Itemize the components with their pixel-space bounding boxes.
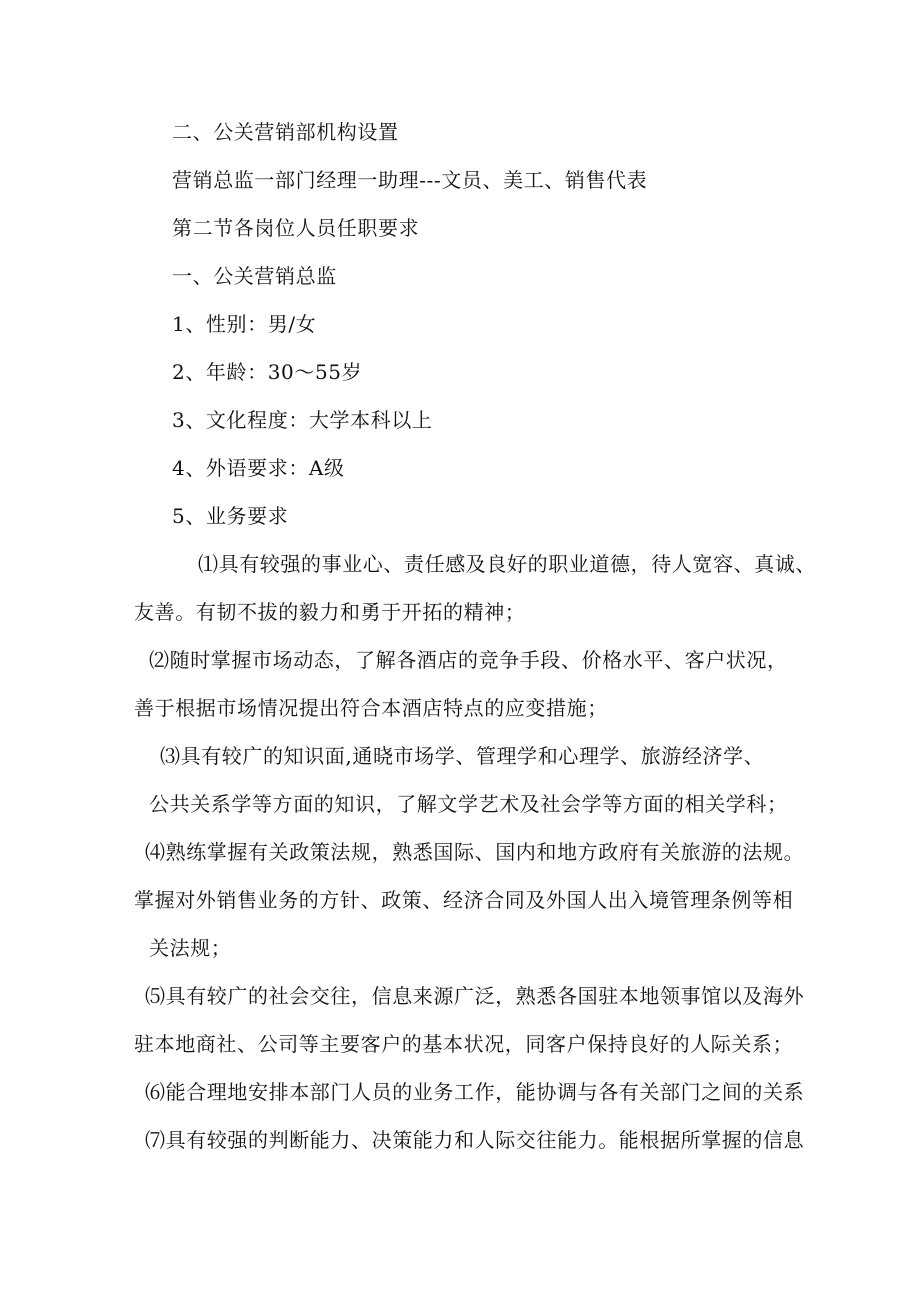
business-item-6-line-1: ⑹能合理地安排本部门人员的业务工作，能协调与各有关部门之间的关系: [145, 1080, 805, 1104]
requirement-language: 4、外语要求：A级: [172, 456, 345, 480]
requirement-education: 3、文化程度：大学本科以上: [172, 408, 433, 432]
business-item-1-line-1: ⑴具有较强的事业心、责任感及良好的职业道德，待人宽容、真诚、: [198, 552, 816, 576]
business-item-2-line-1: ⑵随时掌握市场动态，了解各酒店的竞争手段、价格水平、客户状况，: [149, 648, 788, 672]
section-heading-org-structure: 二、公关营销部机构设置: [172, 120, 399, 144]
business-item-4-line-2: 掌握对外销售业务的方针、政策、经济合同及外国人出入境管理条例等相: [134, 888, 794, 912]
business-item-2-line-2: 善于根据市场情况提出符合本酒店特点的应变措施；: [134, 696, 608, 720]
org-chain-line: 营销总监一部门经理一助理---文员、美工、销售代表: [172, 168, 648, 192]
requirement-business-heading: 5、业务要求: [172, 504, 289, 528]
business-item-5-line-2: 驻本地商社、公司等主要客户的基本状况，同客户保持良好的人际关系；: [134, 1032, 794, 1056]
requirement-gender: 1、性别：男/女: [172, 312, 317, 336]
requirement-age: 2、年龄：30～55岁: [172, 360, 363, 384]
business-item-3-line-2: 公共关系学等方面的知识，了解文学艺术及社会学等方面的相关学科；: [149, 792, 788, 816]
subsection-heading-director: 一、公关营销总监: [172, 264, 337, 288]
business-item-4-line-1: ⑷熟练掌握有关政策法规，熟悉国际、国内和地方政府有关旅游的法规。: [145, 840, 805, 864]
business-item-3-line-1: ⑶具有较广的知识面,通晓市场学、管理学和心理学、旅游经济学、: [160, 744, 765, 768]
business-item-1-line-2: 友善。有韧不拔的毅力和勇于开拓的精神；: [134, 600, 526, 624]
business-item-7-line-1: ⑺具有较强的判断能力、决策能力和人际交往能力。能根据所掌握的信息: [145, 1128, 805, 1152]
section-heading-requirements: 第二节各岗位人员任职要求: [172, 216, 420, 240]
business-item-5-line-1: ⑸具有较广的社会交往，信息来源广泛，熟悉各国驻本地领事馆以及海外: [145, 984, 805, 1008]
business-item-4-line-3: 关法规；: [149, 936, 232, 960]
